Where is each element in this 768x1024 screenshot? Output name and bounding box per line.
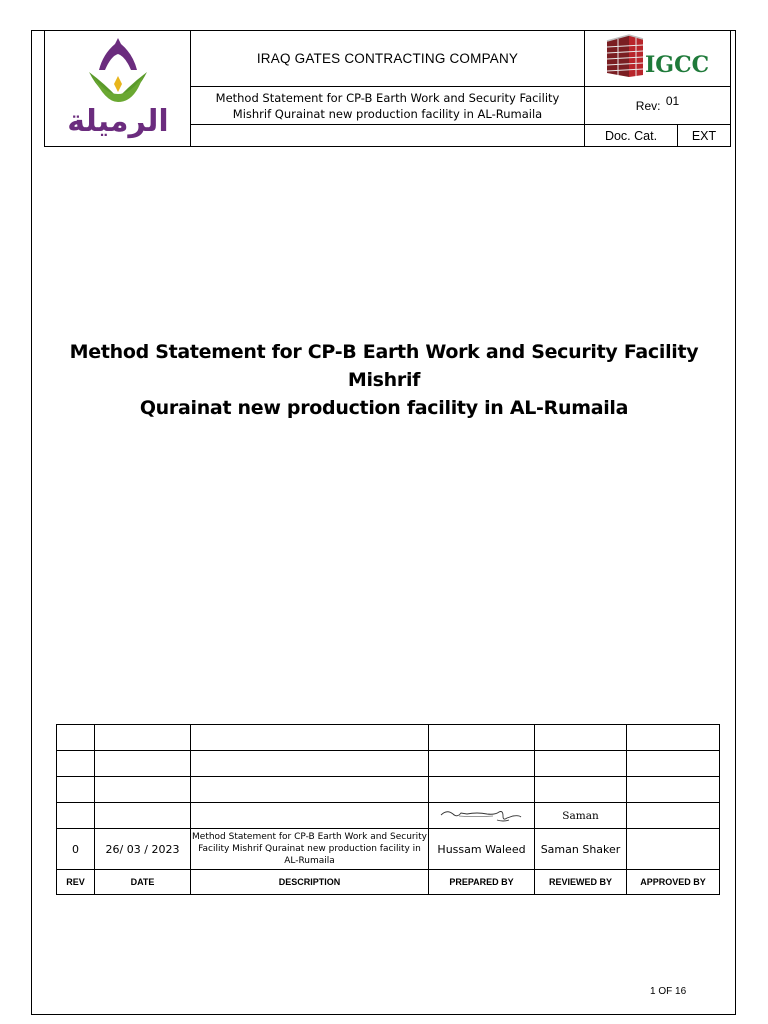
approved-by-header: APPROVED BY [627, 870, 720, 895]
revision-header-row [57, 870, 720, 895]
reviewer-signature: Saman [535, 803, 627, 829]
client-logo [53, 32, 183, 140]
revision-row-empty [57, 751, 720, 777]
page-number: 1 OF 16 [650, 986, 687, 997]
brick-wall-icon [607, 35, 643, 77]
handwritten-signature [437, 804, 527, 824]
rev-label: Rev: [635, 98, 661, 113]
prepared-by-header: PREPARED BY [429, 870, 535, 895]
rev-value: 01 [665, 93, 680, 108]
prepared-by-cell: Hussam Waleed [429, 829, 535, 870]
doc-cat-label: Doc. Cat. [585, 125, 678, 147]
document-title-line2: Qurainat new production facility in AL-Rumaila [139, 397, 629, 419]
document-header [44, 30, 731, 147]
rev-cell: 0 [57, 829, 95, 870]
contractor-logo-cell [585, 31, 731, 87]
revision-row-empty [57, 777, 720, 803]
rev-header: REV [57, 870, 95, 895]
igcc-logo [603, 31, 713, 81]
header-doc-title [191, 87, 585, 125]
date-cell: 26/ 03 / 2023 [95, 829, 191, 870]
revision-row-empty [57, 725, 720, 751]
header-doc-title-line2: Mishrif Qurainat new production facility in AL-Rumaila [232, 106, 543, 121]
preparer-signature [429, 803, 535, 829]
igcc-wordmark: IGCC [644, 52, 709, 78]
description-header: DESCRIPTION [191, 870, 429, 895]
document-title-line1: Method Statement for CP-B Earth Work and Security Facility Mishrif [69, 341, 699, 391]
revision-cell [585, 87, 731, 125]
doc-cat-value: EXT [678, 125, 731, 147]
description-cell: Method Statement for CP-B Earth Work and Security Facility Mishrif Qurainat new production facility in AL-Rumaila [191, 829, 429, 870]
client-logo-cell [45, 31, 191, 147]
company-name: IRAQ GATES CONTRACTING COMPANY [191, 31, 585, 87]
revision-row [57, 829, 720, 870]
reviewed-by-cell: Saman Shaker [535, 829, 627, 870]
revision-table [56, 724, 720, 895]
header-doc-title-line1: Method Statement for CP-B Earth Work and Security Facility [215, 90, 560, 105]
approved-by-cell [627, 829, 720, 870]
header-empty-cell [191, 125, 585, 147]
date-header: DATE [95, 870, 191, 895]
client-logo-wordmark: الرميلة [66, 104, 169, 139]
reviewed-by-header: REVIEWED BY [535, 870, 627, 895]
signature-row [57, 803, 720, 829]
document-title [40, 338, 728, 422]
